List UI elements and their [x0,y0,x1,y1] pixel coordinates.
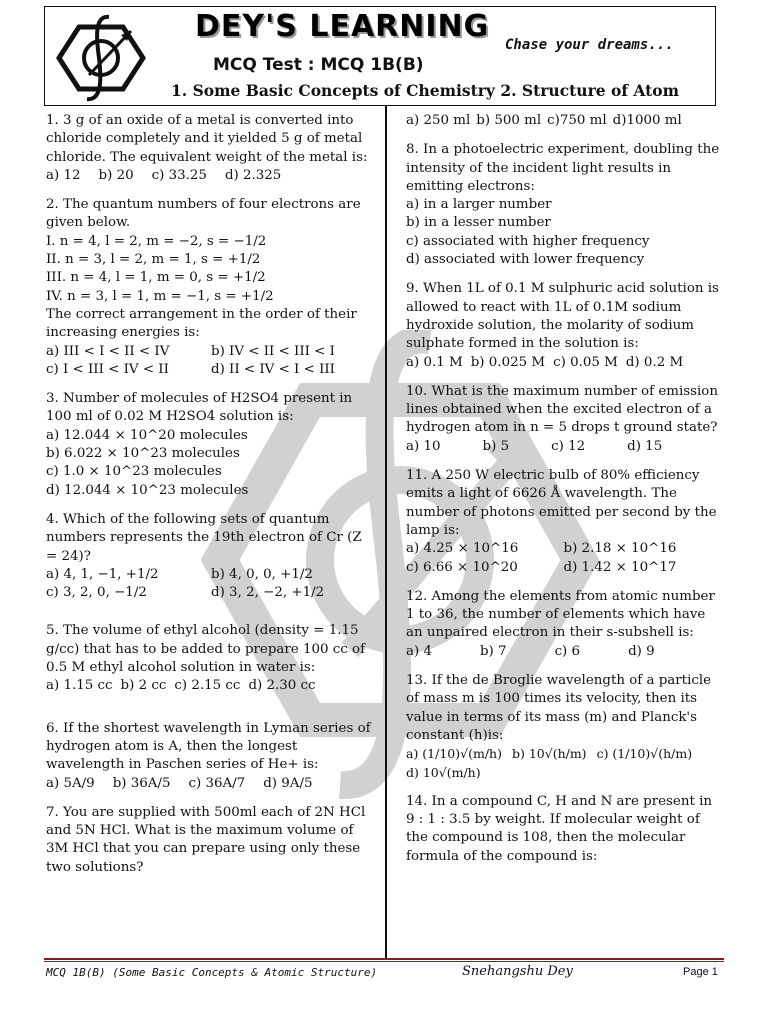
option-b: b) 10√(h/m) [511,746,587,762]
question-12 [406,588,721,661]
footer-rule [44,958,724,960]
option-c: c) 1.0 × 10^23 molecules [46,464,222,480]
question-7 [46,804,376,877]
option-b: b) 2 cc [120,678,167,694]
topics-heading: 1. Some Basic Concepts of Chemistry 2. Structure of Atom [171,81,680,100]
option-a: a) 4.25 × 10^16 [406,541,519,557]
option-a: a) in a larger number [406,197,552,213]
option-b: b) 2.18 × 10^16 [563,541,677,557]
question-text: 3. Number of molecules of H2SO4 present in 100 ml of 0.02 M H2SO4 solution is: [46,391,353,425]
column-divider [385,106,387,958]
question-5 [46,622,376,695]
option-d: d) 1.42 × 10^17 [563,559,677,575]
page-number: Page 1 [683,966,718,978]
question-1 [46,112,376,185]
option-a: a) 4 [406,643,432,659]
option-c: c) 6 [554,643,581,659]
option-b: b) in a lesser number [406,215,551,231]
question-text: 8. In a photoelectric experiment, doubling the intensity of the incident light results in emitting electrons: [406,142,720,194]
option-b: b) 6.022 × 10^23 molecules [46,446,240,462]
option-c: c) 6.66 × 10^20 [406,559,518,575]
option-a: a) 1.15 cc [46,678,113,694]
right-column [406,112,721,877]
option-c: c) 33.25 [151,167,207,183]
option-c: c) (1/10)√(h/m) [596,746,693,762]
brand-title: DEY'S LEARNING [195,9,490,44]
option-c: c) I < III < IV < II [46,361,169,377]
question-3 [46,390,376,500]
question-2 [46,196,376,379]
option-d: d) 12.044 × 10^23 molecules [46,482,249,498]
question-11 [406,467,721,577]
quantum-line-1: I. n = 4, l = 2, m = −2, s = −1/2 [46,233,267,249]
footer-author: Snehangshu Dey [462,964,573,979]
option-d: d) 9A/5 [263,775,313,791]
option-a: a) 4, 1, −1, +1/2 [46,566,159,582]
option-c: c)750 ml [547,113,607,128]
option-a: a) (1/10)√(m/h) [406,746,502,762]
question-text: 9. When 1L of 0.1 M sulphuric acid solution is allowed to react with 1L of 0.1M sodium hydroxide solution, the molarity of sodium sulphate formed in the solution is: [406,281,719,352]
question-text: 2. The quantum numbers of four electrons are given below. [46,197,361,231]
question-text: 13. If the de Broglie wavelength of a particle of mass m is 100 times its velocity, then its value in terms of its mass (m) and Planck's constant (h)is: [406,673,712,743]
option-b: b) 0.025 M [470,354,546,370]
option-c: c) associated with higher frequency [406,233,650,249]
option-a: a) 0.1 M [406,354,463,370]
option-c: c) 3, 2, 0, −1/2 [46,585,147,601]
question-6 [46,720,376,793]
option-a: a) 12.044 × 10^20 molecules [46,427,248,443]
option-b: b) 36A/5 [112,775,171,791]
option-c: c) 2.15 cc [174,678,241,694]
option-d: d) associated with lower frequency [406,252,645,268]
question-text: 7. You are supplied with 500ml each of 2N HCl and 5N HCl. What is the maximum volume of 3M HCl that you can prepare using only these two solutions? [46,804,366,875]
question-13 [406,672,721,782]
option-d: d) 2.325 [224,167,282,183]
tagline: Chase your dreams... [505,37,674,53]
footer-title: MCQ 1B(B) (Some Basic Concepts & Atomic Structure) [46,966,378,979]
option-d: d) II < IV < I < III [211,361,335,377]
quantum-line-3: III. n = 4, l = 1, m = 0, s = +1/2 [46,270,266,286]
footer-rule-thin [44,961,724,962]
quantum-line-2: II. n = 3, l = 2, m = 1, s = +1/2 [46,252,261,268]
question-text: 12. Among the elements from atomic number 1 to 36, the number of elements which have an unpaired electron in their s-subshell is: [406,588,715,641]
option-b: b) 4, 0, 0, +1/2 [211,566,313,582]
option-d: d) 3, 2, −2, +1/2 [211,585,325,601]
option-a: a) 250 ml [406,113,471,128]
option-b: b) 20 [98,167,134,183]
option-b: b) 7 [479,643,507,659]
left-column [46,112,376,888]
question-9 [406,280,721,371]
option-a: a) 10 [406,438,441,454]
question-14 [406,793,721,866]
question-8 [406,141,721,269]
question-4 [46,511,376,602]
option-a: a) 5A/9 [46,775,95,791]
header-box [44,6,716,106]
option-b: b) IV < II < III < I [211,343,335,359]
option-d: d) 9 [628,643,655,659]
option-d: d) 10√(m/h) [406,764,481,780]
option-b: b) 5 [482,438,510,454]
question-10 [406,383,721,456]
option-d: d)1000 ml [612,113,682,128]
question-text: 14. In a compound C, H and N are present in 9 : 1 : 3.5 by weight. If molecular weight of the compound is 108, then the molecular formula of the compound is: [406,793,712,864]
option-a: a) III < I < II < IV [46,343,170,359]
question-text: 6. If the shortest wavelength in Lyman series of hydrogen atom is A, then the longest wavelength in Paschen series of He+ is: [46,720,371,773]
option-c: c) 36A/7 [188,775,246,791]
quantum-line-4: IV. n = 3, l = 1, m = −1, s = +1/2 [46,288,274,304]
option-b: b) 500 ml [476,113,542,128]
question-tail: The correct arrangement in the order of their increasing energies is: [46,306,357,341]
option-a: a) 12 [46,167,81,183]
question-text: 10. What is the maximum number of emission lines obtained when the excited electron of a hydrogen atom in n = 5 drops t ground state? [406,383,718,436]
option-d: d) 0.2 M [625,354,684,370]
question-text: 5. The volume of ethyl alcohol (density = 1.15 g/cc) that has to be added to prepare 100 cc of 0.5 M ethyl alcohol solution in water is: [46,623,366,676]
option-d: d) 15 [627,438,663,454]
question-text: 11. A 250 W electric bulb of 80% efficiency emits a light of 6626 Å wavelength. The number of photons emitted per second by the lamp is: [406,468,717,538]
option-c: c) 0.05 M [553,354,618,370]
option-d: d) 2.30 cc [248,678,316,694]
option-c: c) 12 [551,438,586,454]
question-text: 1. 3 g of an oxide of a metal is converted into chloride completely and it yielded 5 g of metal chloride. The equivalent weight of the metal is: [46,113,368,165]
question-7-options [406,112,721,130]
logo-icon [53,13,149,103]
test-title: MCQ Test : MCQ 1B(B) [213,55,424,75]
question-text: 4. Which of the following sets of quantum numbers represents the 19th electron of Cr (Z = 24)? [46,511,362,564]
